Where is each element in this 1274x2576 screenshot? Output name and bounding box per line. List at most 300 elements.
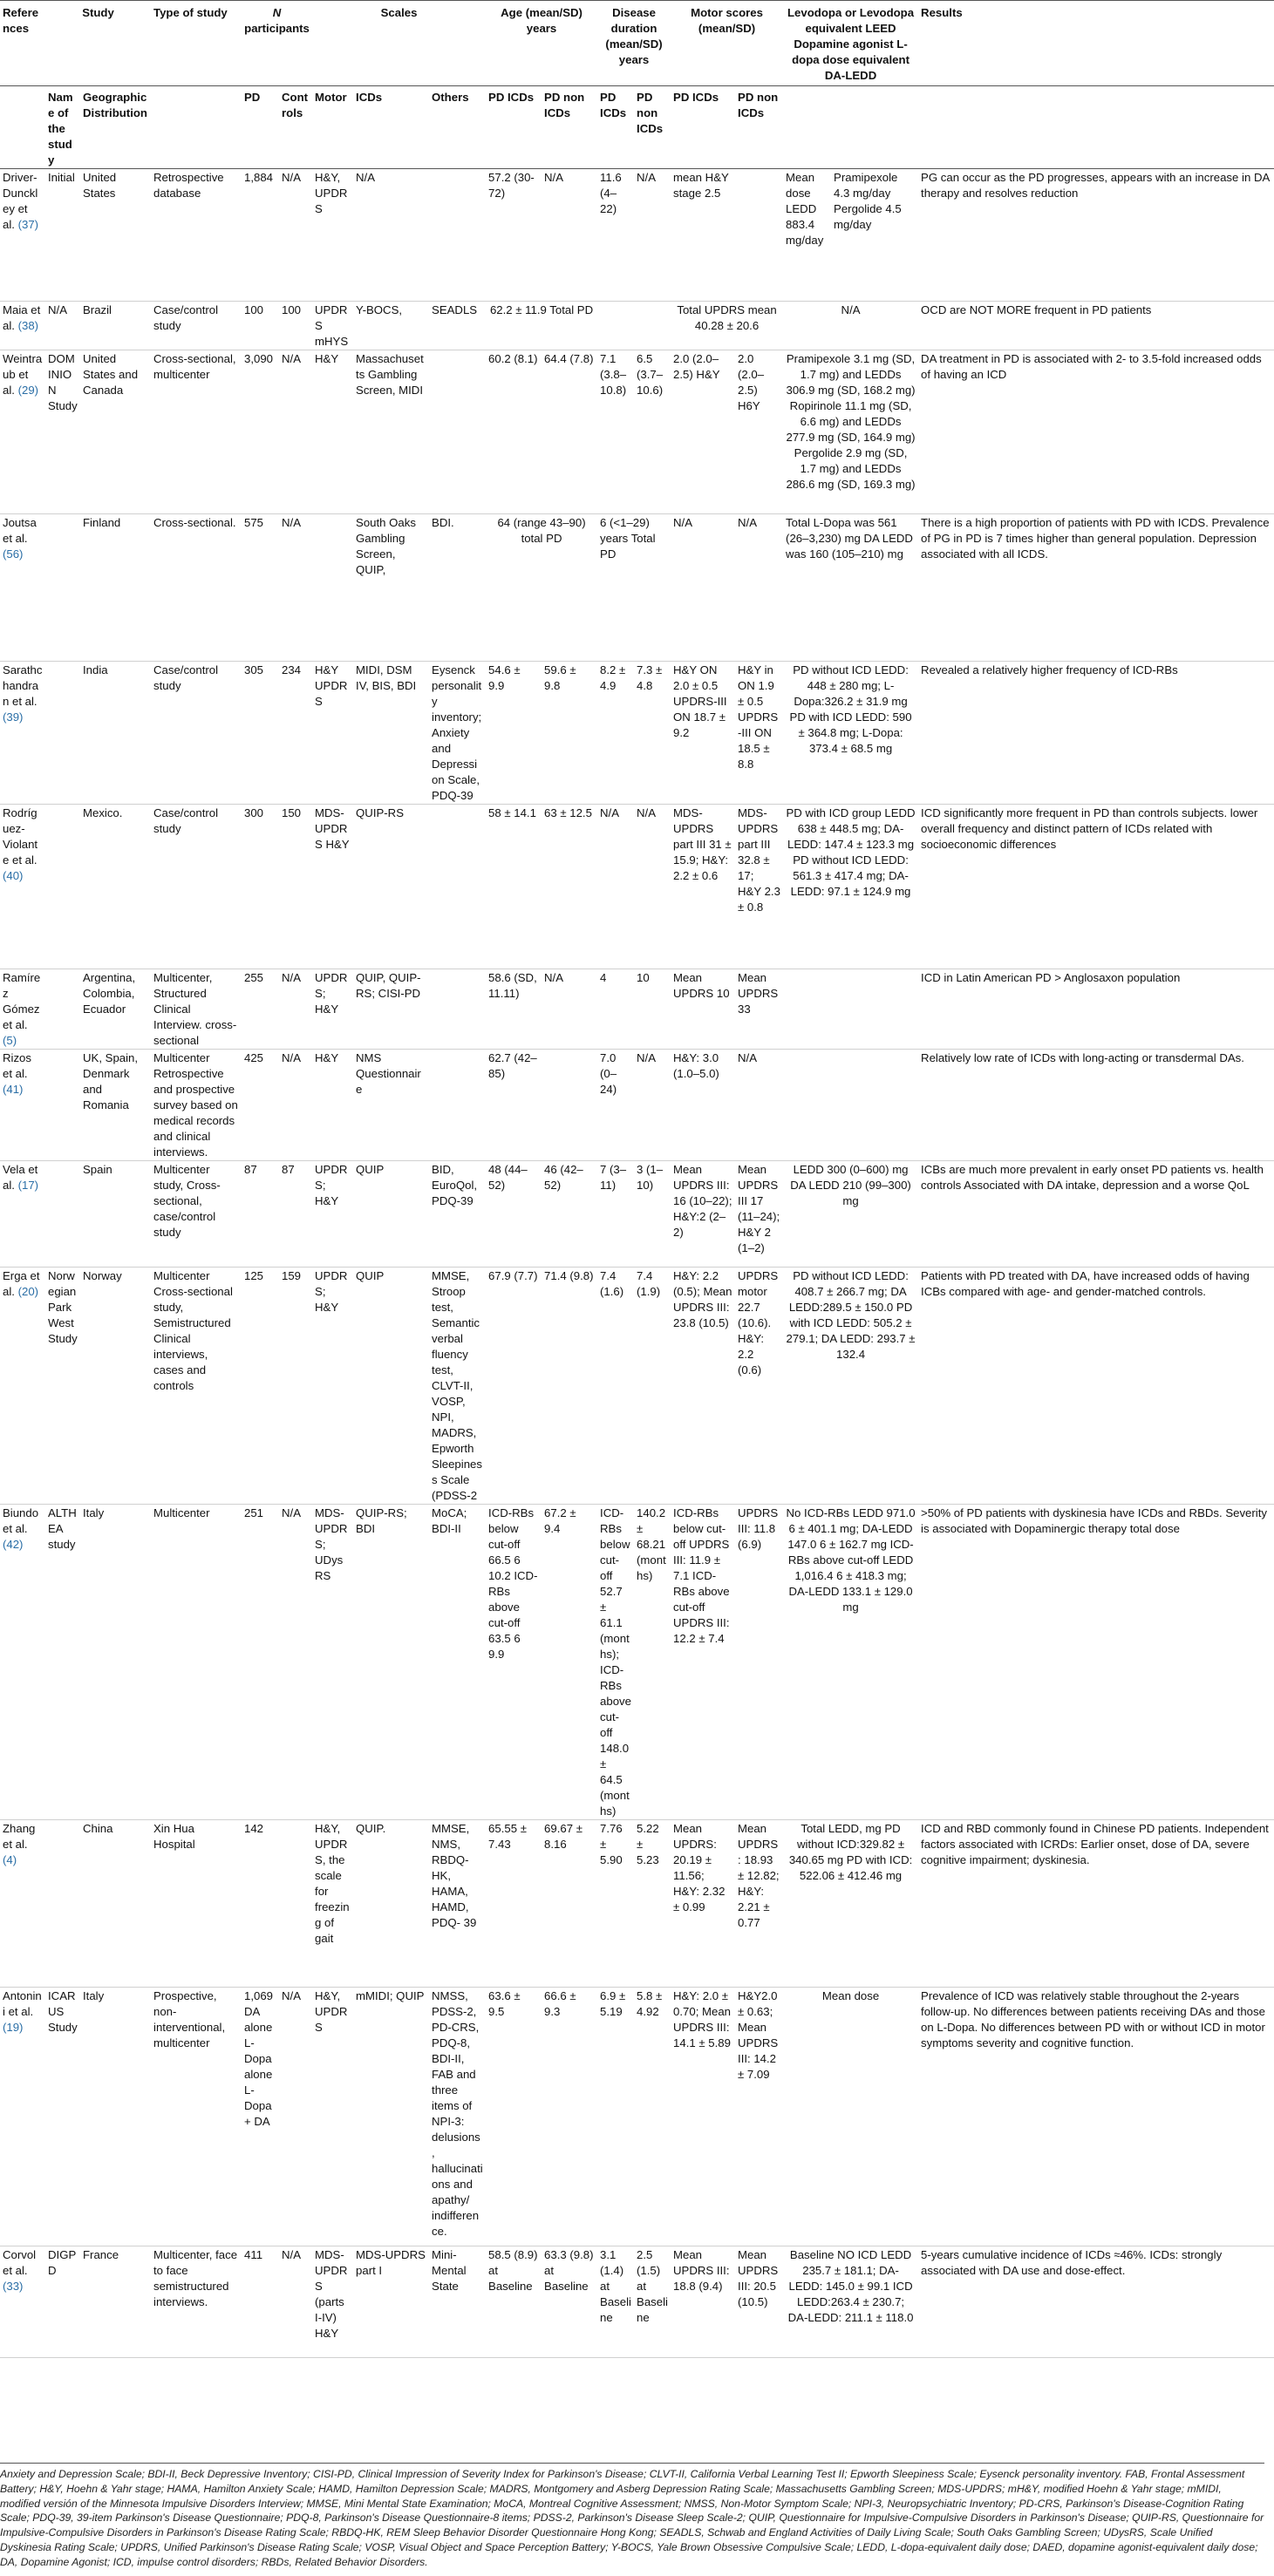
motor-non-icd: H&Y in ON 1.9 ± 0.5 UPDRS-III ON 18.5 ± 8.8 (735, 662, 783, 805)
controls-count: N/A (279, 1988, 312, 2246)
pd-count: 300 (242, 805, 279, 969)
ref-name: Zhang et al. (3, 1822, 36, 1851)
pd-count: 425 (242, 1050, 279, 1161)
col-motor-scores: Motor scores (mean/SD) (671, 1, 783, 86)
motor-scale (312, 514, 353, 662)
controls-count: N/A (279, 2246, 312, 2358)
age-total: 64 (range 43–90) total PD (486, 514, 597, 662)
study-type: Multicenter, Structured Clinical Interview. cross-sectional (151, 969, 242, 1050)
icd-scale: NMS Questionnaire (353, 1050, 429, 1161)
col-type-of-study: Type of study (151, 1, 242, 86)
geo: Brazil (80, 302, 151, 350)
study-type: Multicenter (151, 1505, 242, 1820)
table-row (0, 2246, 1274, 2358)
ref-name: Biundo et al. (3, 1506, 39, 1535)
ref-cell (0, 302, 45, 350)
duration-non-icd: 5.22 ± 5.23 (634, 1820, 671, 1988)
motor-icd: MDS-UPDRS part III 31 ± 15.9; H&Y: 2.2 ± 0.6 (671, 805, 735, 969)
motor-icd: 2.0 (2.0–2.5) H&Y (671, 350, 735, 514)
duration-icd: 7.1 (3.8–10.8) (597, 350, 634, 514)
pd-count: 255 (242, 969, 279, 1050)
duration-non-icd: N/A (634, 1050, 671, 1161)
ref-name: Erga et al. (3, 1269, 40, 1298)
results: PG can occur as the PD progresses, appears with an increase in DA therapy and resolves reduction (918, 169, 1274, 302)
study-name: DIGPD (45, 2246, 80, 2358)
results: >50% of PD patients with dyskinesia have ICDs and RBDs. Severity is associated with Dopaminergic therapy total dose (918, 1505, 1274, 1820)
study-name: Norwegian ParkWest Study (45, 1268, 80, 1505)
motor-scale: H&Y (312, 350, 353, 514)
ref-link[interactable]: (37) (17, 218, 39, 231)
icd-scale: mMIDI; QUIP (353, 1988, 429, 2246)
results: Relatively low rate of ICDs with long-acting or transdermal DAs. (918, 1050, 1274, 1161)
duration-non-icd: 3 (1–10) (634, 1161, 671, 1268)
sub-age-pd-non-icds: PD non ICDs (542, 86, 597, 169)
results: There is a high proportion of patients with PD with ICDS. Prevalence of PG in PD is 7 times higher than general population. Depression associated with all ICDS. (918, 514, 1274, 662)
motor-non-icd: UPDRS III: 11.8 (6.9) (735, 1505, 783, 1820)
controls-count: N/A (279, 969, 312, 1050)
ledd: LEDD 300 (0–600) mg DA LEDD 210 (99–300) mg (783, 1161, 918, 1268)
ref-link[interactable]: (38) (17, 319, 39, 332)
age-icd: 58.6 (SD, 11.11) (486, 969, 542, 1050)
controls-count (279, 1820, 312, 1988)
ledd-a: Mean dose LEDD 883.4 mg/day (783, 169, 831, 302)
study-type: Cross-sectional. (151, 514, 242, 662)
study-name (45, 805, 80, 969)
motor-non-icd: N/A (735, 1050, 783, 1161)
ref-link[interactable]: (17) (17, 1179, 39, 1192)
controls-count: 159 (279, 1268, 312, 1505)
results: Revealed a relatively higher frequency of ICD-RBs (918, 662, 1274, 805)
controls-count: N/A (279, 1505, 312, 1820)
geo: United States and Canada (80, 350, 151, 514)
ref-name: Ramírez Gómez et al. (3, 971, 41, 1031)
col-study: Study (45, 1, 151, 86)
ref-cell (0, 969, 45, 1050)
motor-non-icd: UPDRS motor 22.7 (10.6). H&Y: 2.2 (0.6) (735, 1268, 783, 1505)
ref-cell (0, 1988, 45, 2246)
age-icd: ICD-RBs below cut-off 66.5 6 10.2 ICD-RBs above cut-off 63.5 6 9.9 (486, 1505, 542, 1820)
sub-age-pd-icds: PD ICDs (486, 86, 542, 169)
duration-icd: 7.76 ± 5.90 (597, 1820, 634, 1988)
motor-icd: H&Y: 2.0 ± 0.70; Mean UPDRS III: 14.1 ± 5.89 (671, 1988, 735, 2246)
age-icd: 58.5 (8.9) at Baseline (486, 2246, 542, 2358)
geo: UK, Spain, Denmark and Romania (80, 1050, 151, 1161)
results: 5-years cumulative incidence of ICDs ≈46%. ICDs: strongly associated with DA use and dose-effect. (918, 2246, 1274, 2358)
age-icd: 48 (44–52) (486, 1161, 542, 1268)
other-scales: Eysenck personality inventory; Anxiety and Depression Scale, PDQ-39 (429, 662, 486, 805)
study-type: Case/control study (151, 302, 242, 350)
other-scales: MoCA; BDI-II (429, 1505, 486, 1820)
duration-non-icd: 140.2 ± 68.21 (months) (634, 1505, 671, 1820)
study-name (45, 1161, 80, 1268)
ref-cell (0, 514, 45, 662)
study-name: DOMINION Study (45, 350, 80, 514)
study-type: Retrospective database (151, 169, 242, 302)
other-scales (429, 169, 486, 302)
ledd: PD without ICD LEDD: 448 ± 280 mg; L-Dopa:326.2 ± 31.9 mg PD with ICD LEDD: 590 ± 364.8 mg; L-Dopa: 373.4 ± 68.5 mg (783, 662, 918, 805)
age-non-icd: 69.67 ± 8.16 (542, 1820, 597, 1988)
ref-name: Joutsa et al. (3, 516, 37, 545)
study-name: ALTHEA study (45, 1505, 80, 1820)
pd-count: 575 (242, 514, 279, 662)
controls-count: 100 (279, 302, 312, 350)
study-name (45, 1820, 80, 1988)
icd-scale: QUIP (353, 1268, 429, 1505)
sub-icds: ICDs (353, 86, 429, 169)
results: Patients with PD treated with DA, have increased odds of having ICBs compared with age- and gender-matched controls. (918, 1268, 1274, 1505)
geo: Mexico. (80, 805, 151, 969)
study-type: Multicenter study, Cross-sectional, case/control study (151, 1161, 242, 1268)
age-non-icd: N/A (542, 169, 597, 302)
icd-scale: QUIP. (353, 1820, 429, 1988)
icd-scale: QUIP-RS (353, 805, 429, 969)
duration-icd: 7.4 (1.6) (597, 1268, 634, 1505)
duration-non-icd: 6.5 (3.7–10.6) (634, 350, 671, 514)
ledd: Baseline NO ICD LEDD 235.7 ± 181.1; DA-LEDD: 145.0 ± 99.1 ICD LEDD:263.4 ± 230.7; DA-LEDD: 211.1 ± 118.0 (783, 2246, 918, 2358)
study-name: ICARUS Study (45, 1988, 80, 2246)
motor-icd: N/A (671, 514, 735, 662)
subheader-row (0, 86, 1274, 169)
age-non-icd: 67.2 ± 9.4 (542, 1505, 597, 1820)
ref-name: Corvol et al. (3, 2248, 37, 2277)
other-scales (429, 969, 486, 1050)
duration-non-icd: 7.4 (1.9) (634, 1268, 671, 1505)
icd-scale: South Oaks Gambling Screen, QUIP, (353, 514, 429, 662)
other-scales (429, 1050, 486, 1161)
icd-scale: QUIP-RS; BDI (353, 1505, 429, 1820)
motor-scale: H&Y UPDRS (312, 662, 353, 805)
table-row (0, 1505, 1274, 1820)
icd-scale: N/A (353, 169, 429, 302)
duration-icd: 3.1 (1.4) at Baseline (597, 2246, 634, 2358)
sub-dd-pd-non-icds: PD non ICDs (634, 86, 671, 169)
age-icd: 60.2 (8.1) (486, 350, 542, 514)
table-row (0, 169, 1274, 302)
age-icd: 54.6 ± 9.9 (486, 662, 542, 805)
icd-scale: Y-BOCS, (353, 302, 429, 350)
age-icd: 67.9 (7.7) (486, 1268, 542, 1505)
duration-non-icd: 7.3 ± 4.8 (634, 662, 671, 805)
sub-ms-pd-icds: PD ICDs (671, 86, 735, 169)
age-icd: 62.7 (42–85) (486, 1050, 542, 1161)
table-row (0, 514, 1274, 662)
geo: Italy (80, 1988, 151, 2246)
geo: Italy (80, 1505, 151, 1820)
controls-count: N/A (279, 169, 312, 302)
duration-icd: 7.0 (0–24) (597, 1050, 634, 1161)
duration-icd: 6.9 ± 5.19 (597, 1988, 634, 2246)
other-scales: MMSE, NMS, RBDQ-HK, HAMA, HAMD, PDQ- 39 (429, 1820, 486, 1988)
ref-name: Vela et al. (3, 1163, 38, 1192)
motor-non-icd: Mean UPDRS: 18.93 ± 12.82; H&Y: 2.21 ± 0.77 (735, 1820, 783, 1988)
duration-icd: 4 (597, 969, 634, 1050)
motor-icd: Mean UPDRS III: 16 (10–22); H&Y:2 (2–2) (671, 1161, 735, 1268)
other-scales (429, 805, 486, 969)
participants-label: participants (244, 22, 310, 35)
ref-link[interactable]: (39) (3, 710, 24, 724)
other-scales: NMSS, PDSS-2, PD-CRS, PDQ-8, BDI-II, FAB and three items of NPI-3: delusions, hallucinations and apathy/ indifference. (429, 1988, 486, 2246)
pd-count: 251 (242, 1505, 279, 1820)
ref-link[interactable]: (19) (3, 2021, 24, 2034)
duration-icd: N/A (597, 805, 634, 969)
motor-non-icd: 2.0 (2.0–2.5) H6Y (735, 350, 783, 514)
pd-count: 305 (242, 662, 279, 805)
age-non-icd: 59.6 ± 9.8 (542, 662, 597, 805)
ledd-b: Pramipexole 4.3 mg/day Pergolide 4.5 mg/day (831, 169, 918, 302)
ref-link[interactable]: (41) (3, 1083, 24, 1096)
motor-scale: H&Y, UPDRS (312, 1988, 353, 2246)
ledd (783, 969, 918, 1050)
other-scales: BDI. (429, 514, 486, 662)
other-scales: SEADLS (429, 302, 486, 350)
ref-name: Driver-Dunckley et al. (3, 171, 38, 231)
duration-icd: 8.2 ± 4.9 (597, 662, 634, 805)
sub-name-of-study: Name of the study (45, 86, 80, 169)
age-non-icd: 63 ± 12.5 (542, 805, 597, 969)
results: ICD significantly more frequent in PD than controls subjects. lower overall frequency and distinct pattern of ICDs related with socioeconomic differences (918, 805, 1274, 969)
age-non-icd: 66.6 ± 9.3 (542, 1988, 597, 2246)
pd-count: 125 (242, 1268, 279, 1505)
pd-count: 142 (242, 1820, 279, 1988)
col-n-participants (242, 1, 312, 86)
study-type: Case/control study (151, 662, 242, 805)
motor-scale: H&Y, UPDRS (312, 169, 353, 302)
ref-link[interactable]: (33) (3, 2280, 24, 2293)
age-icd: 63.6 ± 9.5 (486, 1988, 542, 2246)
pd-count: 3,090 (242, 350, 279, 514)
motor-non-icd: H&Y2.0 ± 0.63; Mean UPDRS III: 14.2 ± 7.09 (735, 1988, 783, 2246)
motor-non-icd: Mean UPDRS III: 20.5 (10.5) (735, 2246, 783, 2358)
table-row (0, 805, 1274, 969)
motor-non-icd (735, 169, 783, 302)
sub-ms-pd-non-icds: PD non ICDs (735, 86, 783, 169)
age-non-icd: 63.3 (9.8) at Baseline (542, 2246, 597, 2358)
motor-scale: MDS-UPDRS H&Y (312, 805, 353, 969)
duration-non-icd: N/A (634, 805, 671, 969)
age-total: 62.2 ± 11.9 Total PD (486, 302, 597, 350)
ref-cell (0, 169, 45, 302)
age-non-icd: N/A (542, 969, 597, 1050)
ledd: Total L-Dopa was 561 (26–3,230) mg DA LEDD was 160 (105–210) mg (783, 514, 918, 662)
study-name (45, 1050, 80, 1161)
motor-total: Total UPDRS mean 40.28 ± 20.6 (671, 302, 783, 350)
geo: China (80, 1820, 151, 1988)
icd-scale: QUIP, QUIP-RS; CISI-PD (353, 969, 429, 1050)
pd-count: 1,884 (242, 169, 279, 302)
results: OCD are NOT MORE frequent in PD patients (918, 302, 1274, 350)
geo: India (80, 662, 151, 805)
ref-link[interactable]: (29) (17, 384, 39, 397)
motor-icd: H&Y ON 2.0 ± 0.5 UPDRS-III ON 18.7 ± 9.2 (671, 662, 735, 805)
results: DA treatment in PD is associated with 2- to 3.5-fold increased odds of having an ICD (918, 350, 1274, 514)
age-non-icd (542, 1050, 597, 1161)
motor-non-icd: Mean UPDRS 33 (735, 969, 783, 1050)
pd-count: 1,069 DA alone L-Dopa alone L-Dopa + DA (242, 1988, 279, 2246)
study-type: Prospective, non-interventional, multicenter (151, 1988, 242, 2246)
icd-scale: Massachusetts Gambling Screen, MIDI (353, 350, 429, 514)
motor-scale: UPDRS mHYS (312, 302, 353, 350)
duration-non-icd: 2.5 (1.5) at Baseline (634, 2246, 671, 2358)
header-row (0, 1, 1274, 86)
ref-link[interactable]: (56) (3, 547, 24, 561)
table-row (0, 350, 1274, 514)
age-non-icd: 71.4 (9.8) (542, 1268, 597, 1505)
sub-dd-pd-icds: PD ICDs (597, 86, 634, 169)
ref-cell (0, 662, 45, 805)
study-name (45, 662, 80, 805)
ref-link[interactable]: (4) (3, 1853, 17, 1866)
results: Prevalence of ICD was relatively stable throughout the 2-years follow-up. No differences between patients receiving DAs and those on L-Dopa. No differences between PD with or without ICD in motor symptoms severity and cognitive function. (918, 1988, 1274, 2246)
study-type: Multicenter Cross-sectional study, Semistructured Clinical interviews, cases and controls (151, 1268, 242, 1505)
age-icd: 57.2 (30-72) (486, 169, 542, 302)
ledd (783, 1050, 918, 1161)
ref-name: Maia et al. (3, 303, 41, 332)
ledd: Mean dose (783, 1988, 918, 2246)
controls-count: 150 (279, 805, 312, 969)
table-row (0, 1820, 1274, 1988)
ref-cell (0, 1161, 45, 1268)
results: ICBs are much more prevalent in early onset PD patients vs. health controls Associated with DA intake, depression and a worse QoL (918, 1161, 1274, 1268)
sub-others: Others (429, 86, 486, 169)
duration-icd: ICD-RBs below cut-off 52.7 ± 61.1 (months); ICD-RBs above cut-off 148.0 ± 64.5 (months) (597, 1505, 634, 1820)
geo: Spain (80, 1161, 151, 1268)
other-scales: BID, EuroQol, PDQ-39 (429, 1161, 486, 1268)
motor-icd: H&Y: 3.0 (1.0–5.0) (671, 1050, 735, 1161)
results: ICD in Latin American PD > Anglosaxon population (918, 969, 1274, 1050)
ref-cell (0, 350, 45, 514)
ledd: PD with ICD group LEDD 638 ± 448.5 mg; DA-LEDD: 147.4 ± 123.3 mg PD without ICD LEDD: 561.3 ± 417.4 mg; DA-LEDD: 97.1 ± 124.9 mg (783, 805, 918, 969)
controls-count: N/A (279, 350, 312, 514)
study-type: Cross-sectional, multicenter (151, 350, 242, 514)
age-icd: 58 ± 14.1 (486, 805, 542, 969)
age-non-icd: 64.4 (7.8) (542, 350, 597, 514)
ref-name: Rizos et al. (3, 1051, 31, 1080)
other-scales (429, 350, 486, 514)
n-italic: N (272, 6, 282, 19)
table-row (0, 1050, 1274, 1161)
ref-link[interactable]: (5) (3, 1034, 17, 1047)
table-row (0, 1161, 1274, 1268)
geo: Norway (80, 1268, 151, 1505)
motor-scale: MDS-UPDRS (parts I-IV) H&Y (312, 2246, 353, 2358)
pd-count: 411 (242, 2246, 279, 2358)
motor-scale: UPDRS; H&Y (312, 969, 353, 1050)
col-scales: Scales (312, 1, 486, 86)
icd-scale: MIDI, DSM IV, BIS, BDI (353, 662, 429, 805)
motor-non-icd: N/A (735, 514, 783, 662)
table-row (0, 662, 1274, 805)
icd-scale: QUIP (353, 1161, 429, 1268)
geo: Argentina, Colombia, Ecuador (80, 969, 151, 1050)
motor-icd: Mean UPDRS: 20.19 ± 11.56; H&Y: 2.32 ± 0.99 (671, 1820, 735, 1988)
controls-count: N/A (279, 1050, 312, 1161)
ledd: N/A (783, 302, 918, 350)
geo: France (80, 2246, 151, 2358)
col-ledd: Levodopa or Levodopa equivalent LEED Dopamine agonist L-dopa dose equivalent DA-LEDD (783, 1, 918, 86)
duration-icd: 7 (3–11) (597, 1161, 634, 1268)
ref-cell (0, 1268, 45, 1505)
motor-scale: UPDRS; H&Y (312, 1268, 353, 1505)
ref-name: Rodríguez-Violante et al. (3, 806, 38, 867)
sub-motor: Motor (312, 86, 353, 169)
motor-icd: Mean UPDRS III: 18.8 (9.4) (671, 2246, 735, 2358)
study-name: N/A (45, 302, 80, 350)
col-results: Results (918, 1, 1274, 86)
controls-count: 234 (279, 662, 312, 805)
motor-icd: Mean UPDRS 10 (671, 969, 735, 1050)
col-disease-duration: Disease duration (mean/SD) years (597, 1, 671, 86)
controls-count: 87 (279, 1161, 312, 1268)
other-scales: MMSE, Stroop test, Semantic verbal fluency test, CLVT-II, VOSP, NPI, MADRS, Epworth Sleepiness Scale (PDSS-2 (429, 1268, 486, 1505)
age-icd: 65.55 ± 7.43 (486, 1820, 542, 1988)
ref-link[interactable]: (42) (3, 1538, 24, 1551)
ledd: PD without ICD LEDD: 408.7 ± 266.7 mg; DA LEDD:289.5 ± 150.0 PD with ICD LEDD: 505.2 ± 279.1; DA LEDD: 293.7 ± 132.4 (783, 1268, 918, 1505)
results: ICD and RBD commonly found in Chinese PD patients. Independent factors associated with ICRDs: Earlier onset, dose of DA, severe cognitive impairment; dyskinesia. (918, 1820, 1274, 1988)
study-name (45, 969, 80, 1050)
ref-cell (0, 2246, 45, 2358)
table-footnote: Anxiety and Depression Scale; BDI-II, Beck Depressive Inventory; CISI-PD, Clinical Impression of Severity Index for Parkinson's Disease; CLVT-II, California Verbal Learning Test II; Epworth Sleepiness Scale; Eysenck personality inventory. FAB, Frontal Assessment Battery; H&Y, Hoehn & Yahr stage; HAMA, Hamilton Anxiety Scale; HAMD, Hamilton Depression Scale; MADRS, Montgomery and Asberg Depression Rating Scale; Massachusetts Gambling Screen; MDS-UPDRS; mH&Y, modified Hoehn & Yahr stage; mMIDI, modified versión of the Minnesota Impulsive Disorders Interview; MMSE, Mini Mental State Examination; MoCA, Montreal Cognitive Assessment; NMSS, Non-Motor Symptom Scale; NPI-3, Neuropsychiatric Inventory; PD-CRS, Parkinson's Disease-Cognition Rating Scale; PDQ-39, 39-item Parkinson's Disease Questionnaire; PDQ-8, Parkinson's Disease Questionnaire-8 items; PDSS-2, Parkinson's Disease Sleep Scale-2; QUIP, Questionnaire for Impulsive-Compulsive Disorders in Parkinson's Disease; QUIP-RS, Questionnaire for Impulsive-Compulsive Disorders in Parkinson's Disease Rating Scale; RBDQ-HK, REM Sleep Behavior Disorder Questionnaire Hong Kong; SEADLS, Schwab and England Activities of Daily Living Scale; South Oaks Gambling Screen; UDysRS, Scale Unified Dyskinesia Rating Scale; UPDRS, Unified Parkinson's Disease Rating Scale; VOSP, Visual Object and Space Perception Battery; Y-BOCS, Yale Brown Obsessive Compulsive Scale; LEDD, L-dopa-equivalent daily dose; DAED, dopamine agonist-equivalent daily dose; DA, Dopamine Agonist; ICD, impulse control disorders; RBDs, Related Behavior Disorders. (0, 2463, 1264, 2570)
study-type: Case/control study (151, 805, 242, 969)
icd-scale: MDS-UPDRS part I (353, 2246, 429, 2358)
study-name (45, 514, 80, 662)
pd-count: 87 (242, 1161, 279, 1268)
ref-cell (0, 805, 45, 969)
ref-link[interactable]: (40) (3, 869, 24, 882)
ref-link[interactable]: (20) (17, 1285, 39, 1298)
motor-icd: mean H&Y stage 2.5 (671, 169, 735, 302)
motor-scale: MDS-UPDRS; UDysRS (312, 1505, 353, 1820)
col-references: References (0, 1, 45, 86)
geo: Finland (80, 514, 151, 662)
ref-name: Sarathchandran et al. (3, 663, 43, 708)
ledd: No ICD-RBs LEDD 971.0 6 ± 401.1 mg; DA-LEDD 147.0 6 ± 162.7 mg ICD-RBs above cut-off LEDD 1,016.4 6 ± 418.3 mg; DA-LEDD 133.1 ± 129.0 mg (783, 1505, 918, 1820)
study-name: Initial (45, 169, 80, 302)
duration-icd: 11.6 (4–22) (597, 169, 634, 302)
study-type: Multicenter, face to face semistructured interviews. (151, 2246, 242, 2358)
duration-non-icd: 5.8 ± 4.92 (634, 1988, 671, 2246)
geo: United States (80, 169, 151, 302)
ref-name: Weintraub et al. (3, 352, 43, 397)
study-type: Xin Hua Hospital (151, 1820, 242, 1988)
motor-non-icd: MDS-UPDRS part III 32.8 ± 17; H&Y 2.3 ± 0.8 (735, 805, 783, 969)
sub-pd: PD (242, 86, 279, 169)
pd-count: 100 (242, 302, 279, 350)
duration-total: 6 (<1–29) years Total PD (597, 514, 671, 662)
duration-non-icd: N/A (634, 169, 671, 302)
motor-scale: H&Y (312, 1050, 353, 1161)
sub-geographic-distribution: Geographic Distribution (80, 86, 151, 169)
controls-count: N/A (279, 514, 312, 662)
age-non-icd: 46 (42–52) (542, 1161, 597, 1268)
table-row (0, 1988, 1274, 2246)
table-row (0, 969, 1274, 1050)
ledd: Pramipexole 3.1 mg (SD, 1.7 mg) and LEDDs 306.9 mg (SD, 168.2 mg) Ropirinole 11.1 mg (SD, 6.6 mg) and LEDDs 277.9 mg (SD, 164.9 mg) Pergolide 2.9 mg (SD, 1.7 mg) and LEDDs 286.6 mg (SD, 169.3 mg) (783, 350, 918, 514)
ref-cell (0, 1820, 45, 1988)
motor-scale: H&Y, UPDRS, the scale for freezing of gait (312, 1820, 353, 1988)
ref-cell (0, 1505, 45, 1820)
motor-non-icd: Mean UPDRS III 17 (11–24); H&Y 2 (1–2) (735, 1161, 783, 1268)
study-type: Multicenter Retrospective and prospective survey based on medical records and clinical interviews. (151, 1050, 242, 1161)
col-age: Age (mean/SD) years (486, 1, 597, 86)
motor-scale: UPDRS; H&Y (312, 1161, 353, 1268)
ref-cell (0, 1050, 45, 1161)
ledd: Total LEDD, mg PD without ICD:329.82 ± 340.65 mg PD with ICD: 522.06 ± 412.46 mg (783, 1820, 918, 1988)
duration-non-icd: 10 (634, 969, 671, 1050)
other-scales: Mini-Mental State (429, 2246, 486, 2358)
motor-icd: ICD-RBs below cut-off UPDRS III: 11.9 ± 7.1 ICD-RBs above cut-off UPDRS III: 12.2 ± 7.4 (671, 1505, 735, 1820)
table-row (0, 1268, 1274, 1505)
sub-controls: Controls (279, 86, 312, 169)
